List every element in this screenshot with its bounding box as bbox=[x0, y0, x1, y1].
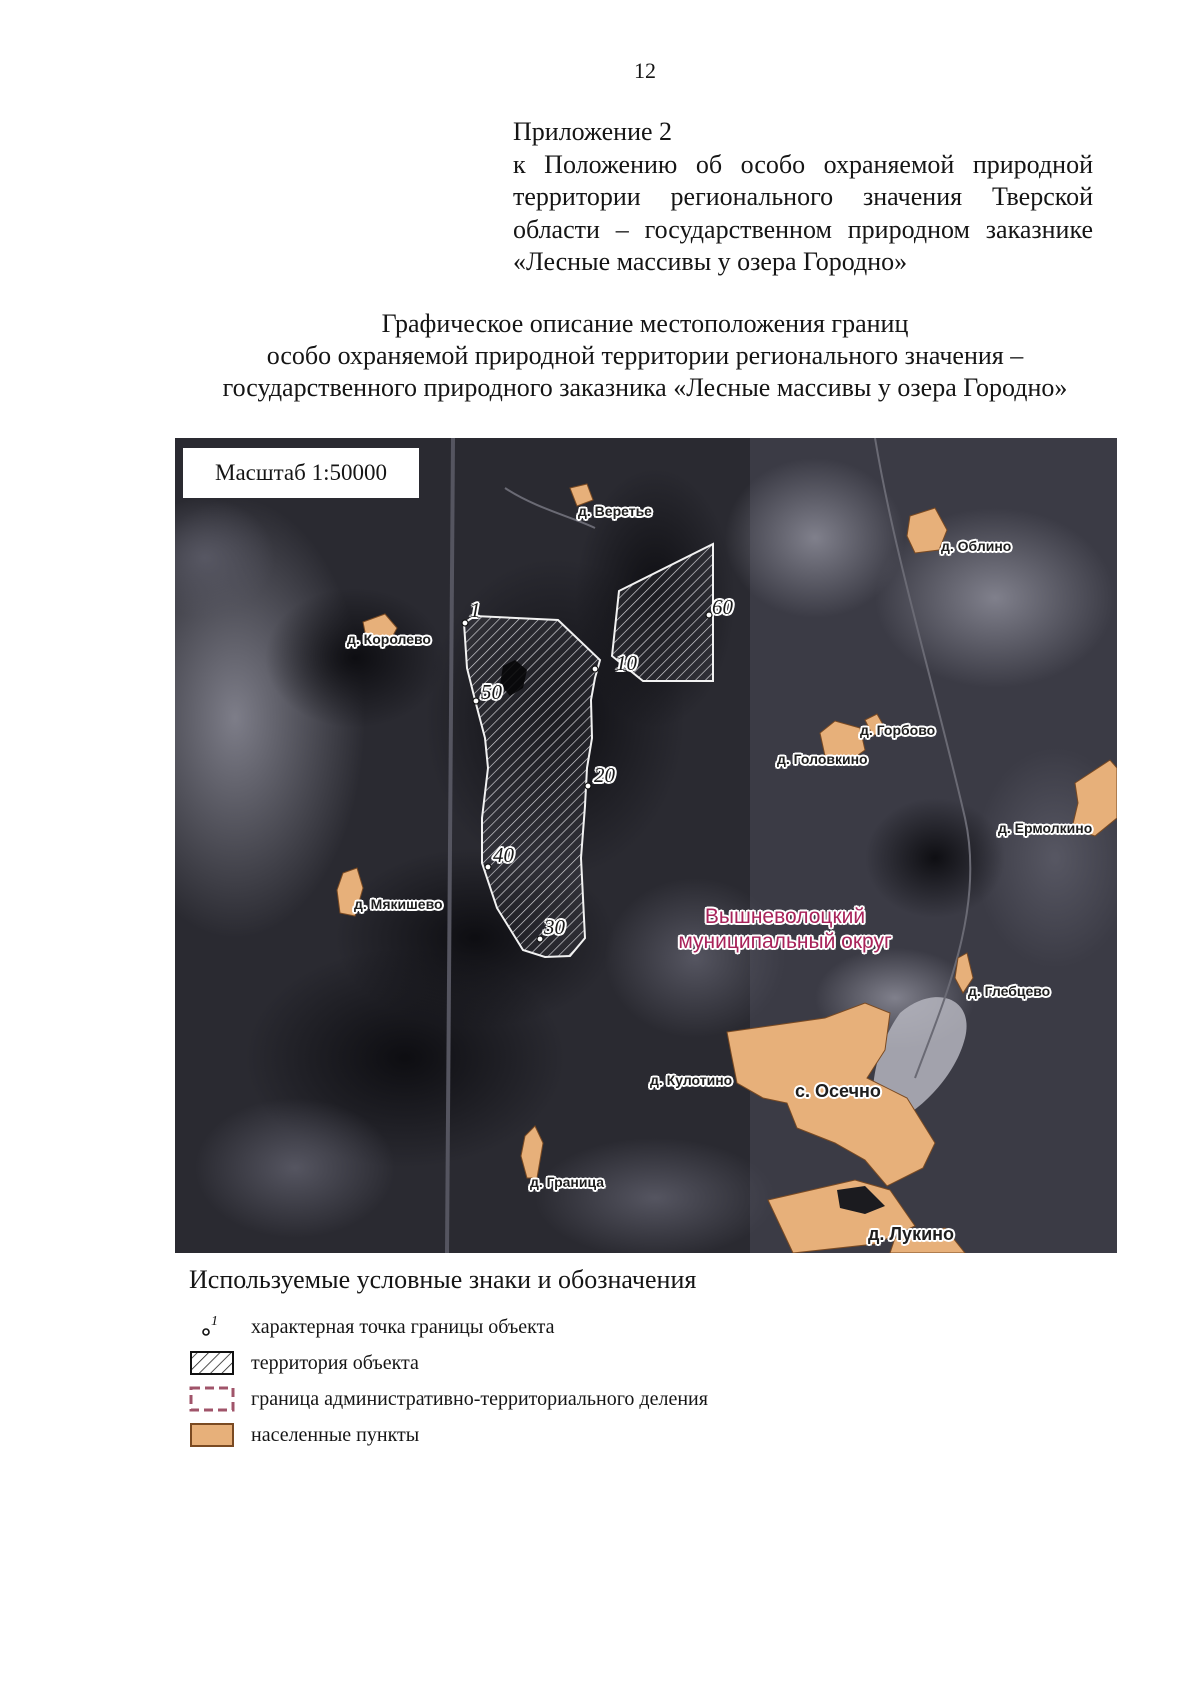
legend-point-sample: 1 bbox=[211, 1314, 218, 1329]
boundary-point-label-1: 1 bbox=[470, 598, 481, 622]
legend-item-boundary-point bbox=[189, 1309, 1089, 1345]
settlement-area-icon bbox=[189, 1421, 235, 1449]
settlement-label-golovkino: д. Головкино bbox=[777, 751, 868, 767]
map-legend bbox=[189, 1265, 1089, 1453]
settlement-label-granitsa: д. Граница bbox=[530, 1174, 605, 1190]
boundary-point-label-30: 30 bbox=[544, 915, 565, 939]
boundary-point-label-10: 10 bbox=[616, 651, 637, 675]
dashed-boundary-icon bbox=[189, 1385, 235, 1413]
legend-label: характерная точка границы объекта bbox=[251, 1315, 555, 1338]
page-number: 12 bbox=[634, 58, 656, 83]
settlement-label-oblino: д. Облино bbox=[941, 538, 1012, 554]
legend-label: населенные пункты bbox=[251, 1423, 420, 1446]
boundary-point-label-50: 50 bbox=[481, 680, 502, 704]
settlement-label-korolevo: д. Королево bbox=[347, 631, 431, 647]
legend-item-settlements bbox=[189, 1417, 1089, 1453]
heading-line-1: Графическое описание местоположения границ bbox=[381, 309, 909, 338]
legend-label: граница административно-территориального деления bbox=[251, 1387, 708, 1410]
hatched-area-icon bbox=[189, 1349, 235, 1377]
district-label bbox=[645, 904, 925, 954]
document-heading bbox=[150, 308, 1140, 404]
legend-label: территория объекта bbox=[251, 1351, 419, 1374]
district-label-line-2: муниципальный округ bbox=[678, 930, 892, 953]
appendix-header bbox=[513, 116, 1093, 279]
settlement-label-ermolkino: д. Ермолкино bbox=[998, 820, 1093, 836]
settlement-label-veretye: д. Веретье bbox=[578, 503, 652, 519]
settlement-label-gorbovo: д. Горбово bbox=[860, 722, 936, 738]
appendix-body: к Положению об особо охраняемой природной территории регионального значения Тверской области – государственном природном заказнике «Лесные массивы у озера Городно» bbox=[513, 149, 1093, 276]
settlement-label-glebtsevo: д. Глебцево bbox=[968, 983, 1051, 999]
settlement-label-myakishevo: д. Мякишево bbox=[354, 896, 443, 912]
boundary-point-label-40: 40 bbox=[493, 843, 514, 867]
settlement-label-lukino: д. Лукино bbox=[868, 1224, 955, 1244]
boundary-point-icon bbox=[189, 1313, 235, 1341]
boundary-point-label-20: 20 bbox=[594, 763, 615, 787]
boundary-map bbox=[175, 438, 1117, 1253]
satellite-map-image bbox=[175, 438, 1117, 1253]
legend-item-territory bbox=[189, 1345, 1089, 1381]
appendix-title: Приложение 2 bbox=[513, 117, 673, 146]
heading-line-2: особо охраняемой природной территории регионального значения – bbox=[266, 341, 1024, 370]
settlement-label-osechno: с. Осечно bbox=[795, 1081, 881, 1101]
heading-line-3: государственного природного заказника «Лесные массивы у озера Городно» bbox=[222, 373, 1068, 402]
settlement-label-kulotino: д. Кулотино bbox=[650, 1072, 733, 1088]
boundary-point-label-60: 60 bbox=[712, 595, 733, 619]
legend-title: Используемые условные знаки и обозначения bbox=[189, 1265, 697, 1294]
district-label-line-1: Вышневолоцкий bbox=[704, 905, 866, 928]
legend-item-admin-boundary bbox=[189, 1381, 1089, 1417]
map-scale: Масштаб 1:50000 bbox=[183, 448, 419, 498]
